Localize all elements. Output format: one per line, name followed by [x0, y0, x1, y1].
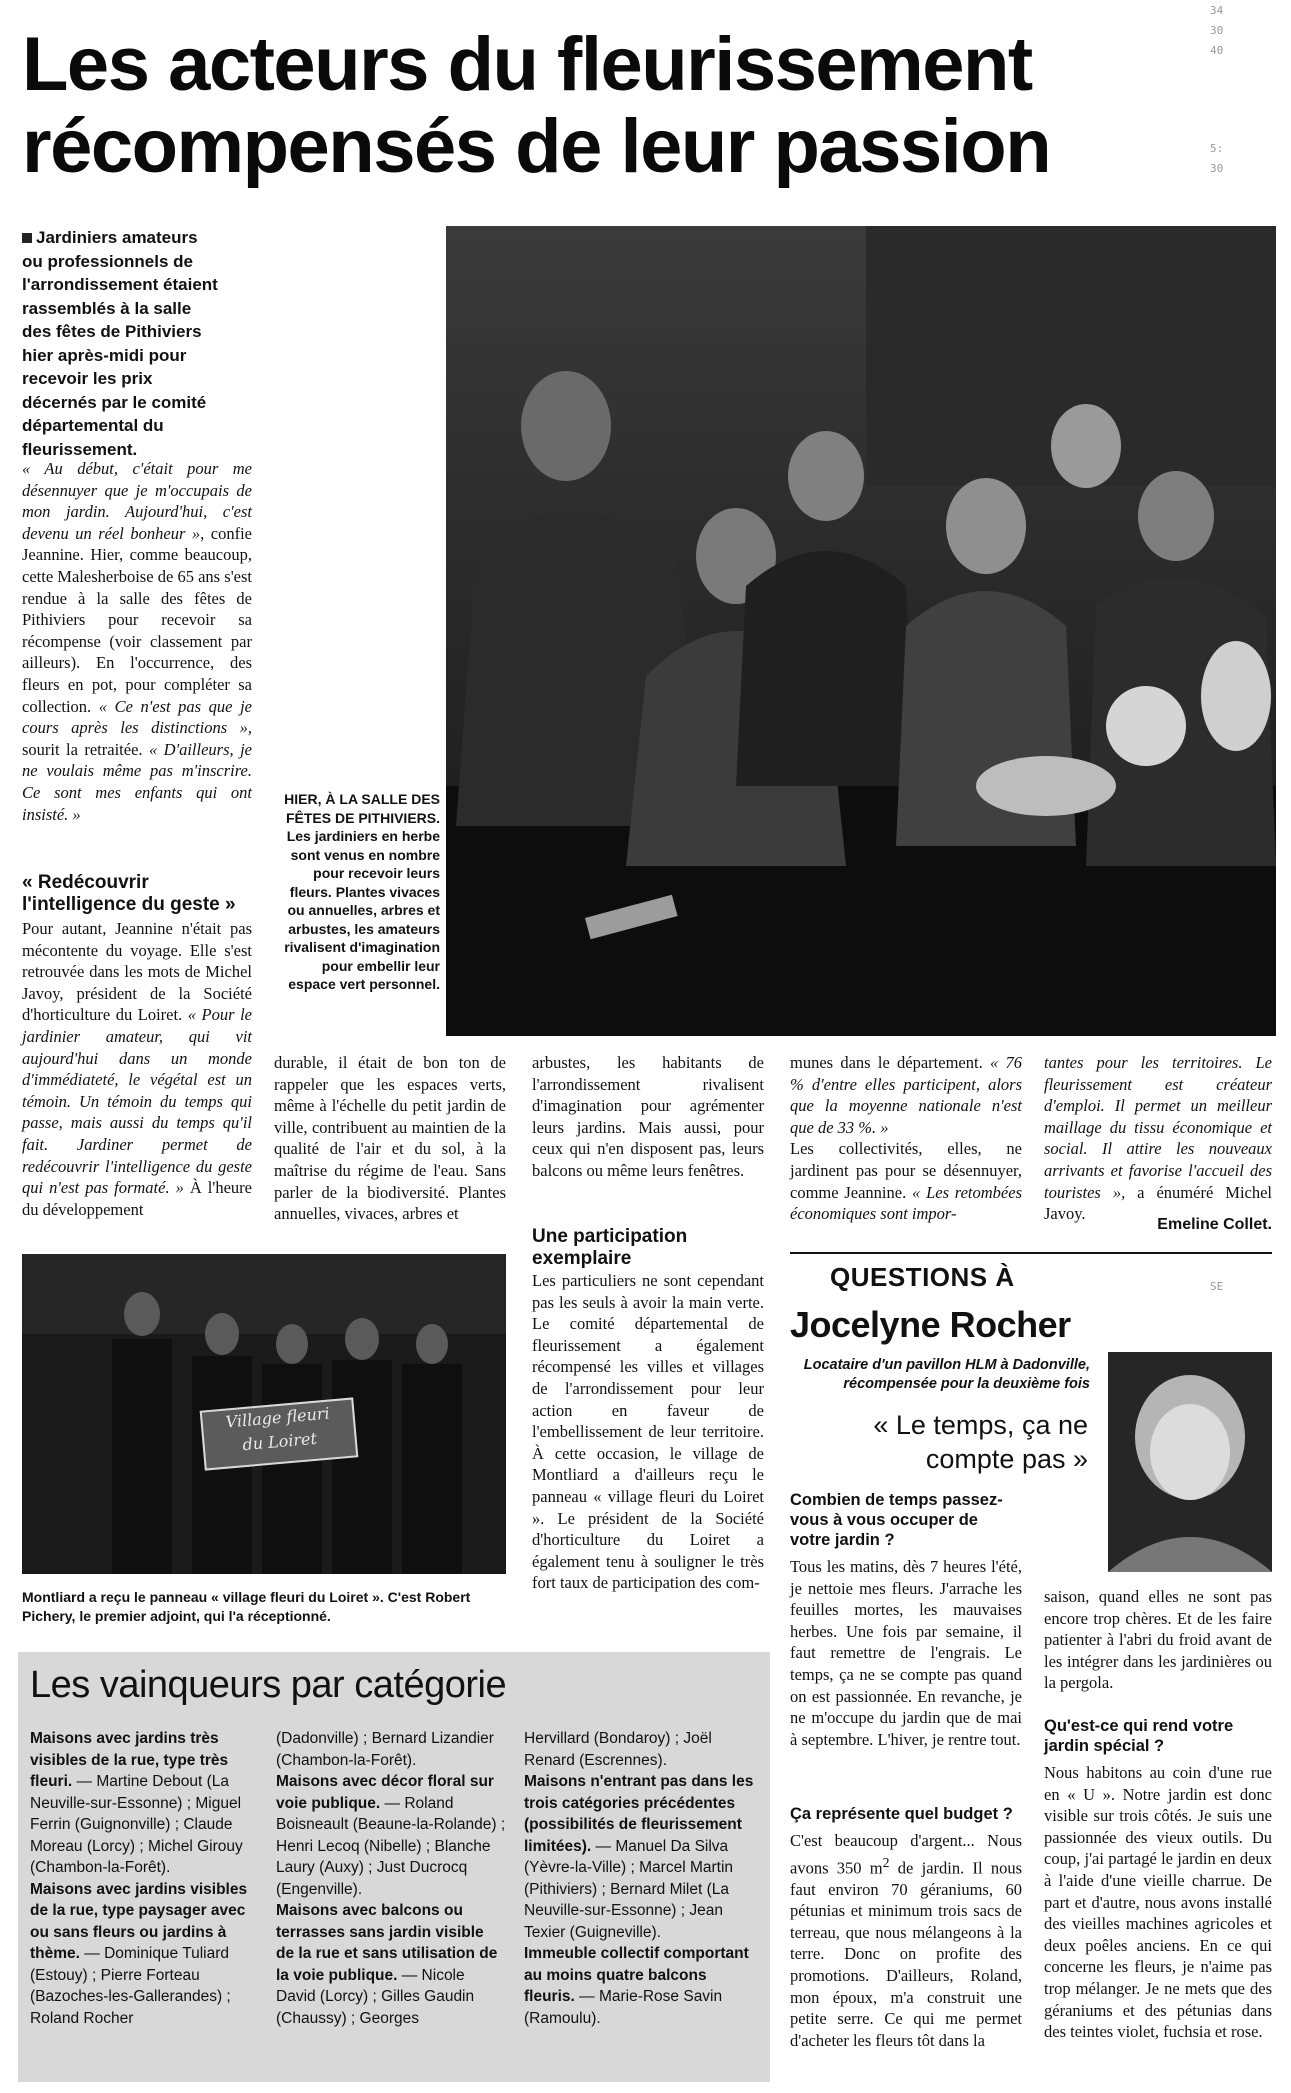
col5-paragraph: [1044, 1052, 1272, 1225]
sign-line-1: Village fleuri: [224, 1403, 331, 1432]
main-photo: [446, 226, 1276, 1036]
margin-mark: 34: [1210, 4, 1224, 17]
headline-line-1: Les acteurs du fleurissement: [22, 22, 1032, 107]
winners-column-2: [276, 1728, 506, 2029]
margin-mark: 30: [1210, 162, 1224, 175]
category-winners: — Manuel Da Silva (Yèvre-la-Ville) ; Marcel Martin (Pithiviers) ; Bernard Milet (La Neuville-sur-Essonne) ; Jean Texier (Guigneville).: [524, 1837, 734, 1941]
interview-top-rule: [790, 1252, 1272, 1254]
interview-answer-1: Tous les matins, dès 7 heures l'été, je nettoie mes fleurs. J'arrache les feuilles mortes, les mauvaises herbes. Une fois par semaine, il faut remettre de l'engrais. Le temps, ça ne se compte pas quand on est passionnée. En revanche, je ne m'occupe du jardin que de mai à septembre. L'hiver, je rentre tout.: [790, 1557, 1022, 1749]
portrait-illustration: [1108, 1352, 1272, 1572]
category-heading: Immeuble collectif comportant au moins quatre balcons fleuris.: [524, 1945, 749, 2005]
body-text: sourit la retraitée.: [22, 739, 149, 759]
interview-name: Jocelyne Rocher: [790, 1304, 1071, 1345]
article-headline: [22, 24, 1122, 188]
quote-text: « D'ailleurs, je ne voulais même pas m'inscrire. Ce sont mes enfants qui ont insisté. »: [22, 739, 252, 824]
category-heading: Maisons avec décor floral sur voie publique.: [276, 1773, 494, 1812]
caption-body: Les jardiniers en herbe sont venus en nombre pour recevoir leurs fleurs. Plantes vivaces ou annuelles, arbres et arbustes, les amateurs rivalisent d'imagination pour embellir leur espace vert personnel.: [284, 828, 440, 992]
winners-column-1: [30, 1728, 260, 2029]
col1-paragraph-2: [22, 918, 252, 1220]
subhead-participation: Une participation exemplaire: [532, 1226, 688, 1269]
category-winners: — Dominique Tuliard (Estouy) ; Pierre Forteau (Bazoches-les-Gallerandes) ; Roland Rocher: [30, 1945, 231, 2027]
audience-photo-illustration: [446, 226, 1276, 1036]
interview-subtitle: Locataire d'un pavillon HLM à Dadonville, récompensée pour la deuxième fois: [803, 1357, 1090, 1392]
category-winners: Hervillard (Bondaroy) ; Joël Renard (Escrennes).: [524, 1730, 712, 1769]
montliard-photo: [22, 1254, 506, 1574]
quote-text: « Au début, c'était pour me désennuyer que je m'occupais de mon jardin. Aujourd'hui, c'est devenu un réel bonheur »,: [22, 459, 252, 543]
category-winners: — Nicole David (Lorcy) ; Gilles Gaudin (Chaussy) ; Georges: [276, 1966, 475, 2027]
subhead-redecouvrir: « Redécouvrir l'intelligence du geste »: [22, 872, 236, 915]
margin-mark: 30: [1210, 24, 1224, 37]
body-text: a énuméré Michel Javoy.: [1044, 1182, 1273, 1224]
jocelyne-portrait: [1108, 1352, 1272, 1572]
category-heading: Maisons avec jardins visibles de la rue, type paysager avec ou sans fleurs ou jardins à thème.: [30, 1880, 248, 1962]
margin-mark: 40: [1210, 44, 1224, 57]
category-winners: — Marie-Rose Savin (Ramoulu).: [524, 1988, 723, 2027]
superscript: 2: [882, 1854, 890, 1870]
quote-text: « 76 % d'entre elles participent, alors que la moyenne nationale n'est que de 33 %. »: [790, 1053, 1023, 1137]
lead-bullet-icon: [22, 233, 32, 243]
interview-answer-2: [790, 1830, 1022, 2051]
body-text: À l'heure du développement: [22, 1178, 252, 1219]
category-winners: — Martine Debout (La Neuville-sur-Essonne) ; Miguel Ferrin (Guignonville) ; Claude Moreau (Lorcy) ; Michel Girouy (Chambon-la-Forêt).: [30, 1773, 243, 1876]
main-photo-caption: [282, 790, 440, 994]
body-text: confie Jeannine. Hier, comme beaucoup, cette Malesherboise de 65 ans s'est rendue à la salle des fêtes de Pithiviers pour recevoir sa récompense (voir classement par ailleurs). En l'occurrence, des fleurs en pot, pour compléter sa collection.: [22, 523, 252, 716]
interview-question-2: Ça représente quel budget ?: [790, 1805, 1013, 1823]
margin-mark: SE: [1210, 1280, 1224, 1293]
answer-text: C'est beaucoup d'argent... Nous avons 350 m: [790, 1831, 1022, 1878]
answer-text: de jardin. Il nous faut environ 70 géraniums, 60 pétunias et minimum trois sacs de terreau, que nous mélangeons à la terre. Donc on profite des promotions. D'ailleurs, Roland, mon époux, m'a construit une petite serre. Ce qui me permet d'acheter les fleurs tôt dans la: [790, 1858, 1022, 2050]
body-text: Les collectivités, elles, ne jardinent pas pour se désennuyer, comme Jeannine.: [790, 1139, 1022, 1202]
quote-text: « Pour le jardinier amateur, qui vit aujourd'hui dans un monde d'immédiateté, le végétal est un témoin. Un témoin du temps qui passe, mais aussi du temps qu'il fait. Jardiner permet de redécouvrir l'intelligence du geste qui n'est pas formaté. »: [22, 1005, 252, 1198]
interview-pull-quote: « Le temps, ça ne compte pas »: [873, 1410, 1088, 1474]
col3-paragraph-1: arbustes, les habitants de l'arrondissement rivalisent d'imagination pour agrémenter leurs jardins. Mais aussi, pour ceux qui n'en disposent pas, leurs balcons ou même leurs fenêtres.: [532, 1053, 764, 1180]
winners-title: Les vainqueurs par catégorie: [30, 1664, 507, 1706]
montliard-photo-caption: Montliard a reçu le panneau « village fleuri du Loiret ». C'est Robert Pichery, le premier adjoint, qui l'a réceptionné.: [22, 1589, 471, 1624]
quote-text: « Les retombées économiques sont impor-: [790, 1182, 1023, 1224]
interview-question-1: Combien de temps passez-vous à vous occuper de votre jardin ?: [790, 1491, 1003, 1549]
byline: Emeline Collet.: [1157, 1216, 1272, 1233]
category-heading: Maisons n'entrant pas dans les trois catégories précédentes (possibilités de fleurissement limitées).: [524, 1773, 754, 1855]
category-winners: — Roland Boisneault (Beaune-la-Rolande) ; Henri Lecoq (Nibelle) ; Blanche Laury (Auxy) ; Just Ducrocq (Engenville).: [276, 1794, 506, 1898]
interview-answer-3: Nous habitons au coin d'une rue en « U ». Notre jardin est donc visible sur trois côtés. Je suis une passionnée des vieux outils. Du coup, j'ai partagé le jardin en deux à l'aide d'une vieille charrue. De part et d'autre, nous avons installé des vieilles machines agricoles et deux poêles anciens. En ce qui concerne les fleurs, je n'aime pas trop mélanger. Je ne mets que des géraniums et des pétunias dans des teintes violet, fuchsia et rose.: [1044, 1763, 1272, 2042]
caption-title: HIER, À LA SALLE DES FÊTES DE PITHIVIERS.: [284, 791, 440, 826]
sign-line-2: du Loiret: [241, 1428, 318, 1455]
category-winners: (Dadonville) ; Bernard Lizandier (Chambon-la-Forêt).: [276, 1730, 494, 1769]
category-heading: Maisons avec jardins très visibles de la rue, type très fleuri.: [30, 1730, 229, 1790]
interview-answer-2-continued: saison, quand elles ne sont pas encore trop chères. Et de les faire patienter à l'abri du froid avant de les intégrer dans les jardinières ou la pergola.: [1044, 1587, 1272, 1693]
interview-kicker: QUESTIONS À: [830, 1262, 1015, 1292]
col2-paragraph: durable, il était de bon ton de rappeler que les espaces verts, même à l'échelle du petit jardin de ville, contribuent au maintien de la qualité de l'air et du sol, à la maîtrise du régime de l'eau. Sans parler de la biodiversité. Plantes annuelles, vivaces, arbres et: [274, 1053, 506, 1224]
category-heading: Maisons avec balcons ou terrasses sans jardin visible de la rue et sans utilisation de la voie publique.: [276, 1902, 498, 1984]
body-text: munes dans le département.: [790, 1053, 990, 1072]
body-text: Pour autant, Jeannine n'était pas mécontente du voyage. Elle s'est retrouvée dans les mots de Michel Javoy, président de la Société d'horticulture du Loiret.: [22, 919, 252, 1025]
quote-text: tantes pour les territoires. Le fleurissement est créateur d'emploi. Il permet un meilleur maillage du tissu économique et social. Il attire les nouveaux arrivants et favorise l'accueil des touristes »,: [1044, 1053, 1272, 1202]
quote-text: « Ce n'est pas que je cours après les distinctions »,: [22, 696, 252, 738]
headline-line-2: récompensés de leur passion: [22, 104, 1051, 189]
lead-text: Jardiniers amateurs ou professionnels de l'arrondissement étaient rassemblés à la salle des fêtes de Pithiviers hier après-midi pour recevoir les prix décernés par le comité départemental du fleurissement.: [22, 228, 218, 459]
margin-mark: 5:: [1210, 142, 1224, 155]
winners-box: [18, 1652, 770, 2082]
col4-paragraph: [790, 1052, 1022, 1225]
winners-column-3: [524, 1728, 756, 2029]
interview-question-3: Qu'est-ce qui rend votre jardin spécial ?: [1044, 1717, 1234, 1755]
article-lead: [22, 226, 222, 461]
col1-paragraph-1: [22, 458, 252, 825]
col3-paragraph-2: Les particuliers ne sont cependant pas les seuls à avoir la main verte. Le comité départemental de fleurissement a également récompensé les villes et villages de l'arrondissement pour leur action en faveur de l'embellissement de leur territoire. À cette occasion, le village de Montliard a d'ailleurs reçu le panneau « village fleuri du Loiret ». Le président de la Société d'horticulture du Loiret a également tenu à souligner le très fort taux de participation des com-: [532, 1271, 764, 1593]
